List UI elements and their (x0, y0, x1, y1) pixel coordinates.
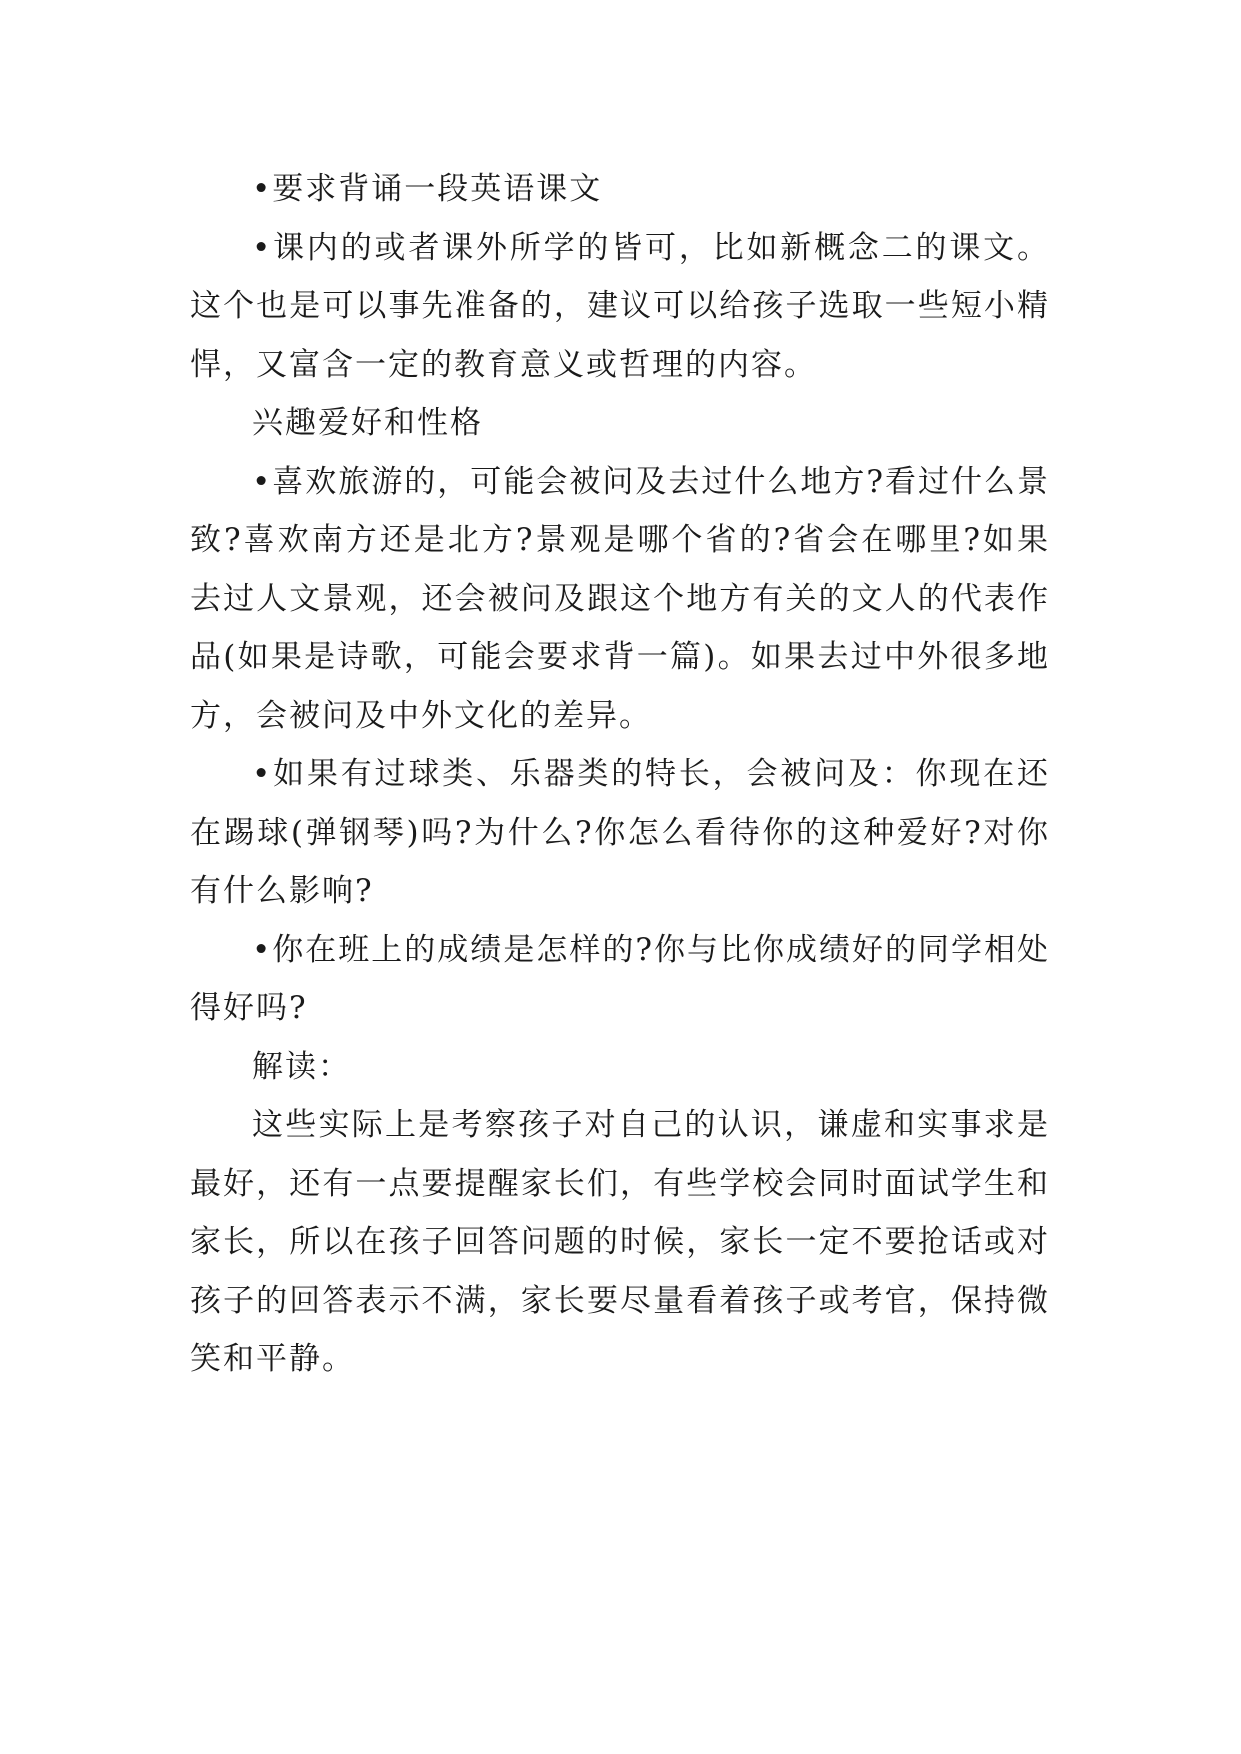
bullet-paragraph-talents: •如果有过球类、乐器类的特长，会被问及：你现在还在踢球(弹钢琴)吗?为什么?你怎么看待你的这种爱好?对你有什么影响? (190, 756, 1050, 909)
interpretation-paragraph: 这些实际上是考察孩子对自己的认识，谦虚和实事求是最好，还有一点要提醒家长们，有些学校会同时面试学生和家长，所以在孩子回答问题的时候，家长一定不要抢话或对孩子的回答表示不满，家长要尽量看着孩子或考官，保持微笑和平静。 (190, 1107, 1050, 1377)
document-body (190, 160, 1050, 1389)
bullet-paragraph-travel: •喜欢旅游的，可能会被问及去过什么地方?看过什么景致?喜欢南方还是北方?景观是哪个省的?省会在哪里?如果去过人文景观，还会被问及跟这个地方有关的文人的代表作品(如果是诗歌，可能会要求背一篇)。如果去过中外很多地方，会被问及中外文化的差异。 (190, 463, 1050, 734)
section-heading-hobbies: 兴趣爱好和性格 (252, 405, 483, 441)
section-heading-interpretation: 解读： (252, 1048, 351, 1085)
bullet-paragraph-grades: •你在班上的成绩是怎样的?你与比你成绩好的同学相处得好吗? (190, 931, 1050, 1026)
bullet-paragraph-text-source: •课内的或者课外所学的皆可，比如新概念二的课文。这个也是可以事先准备的，建议可以给孩子选取一些短小精悍，又富含一定的教育意义或哲理的内容。 (190, 229, 1050, 383)
bullet-paragraph-recite: •要求背诵一段英语课文 (252, 171, 603, 207)
